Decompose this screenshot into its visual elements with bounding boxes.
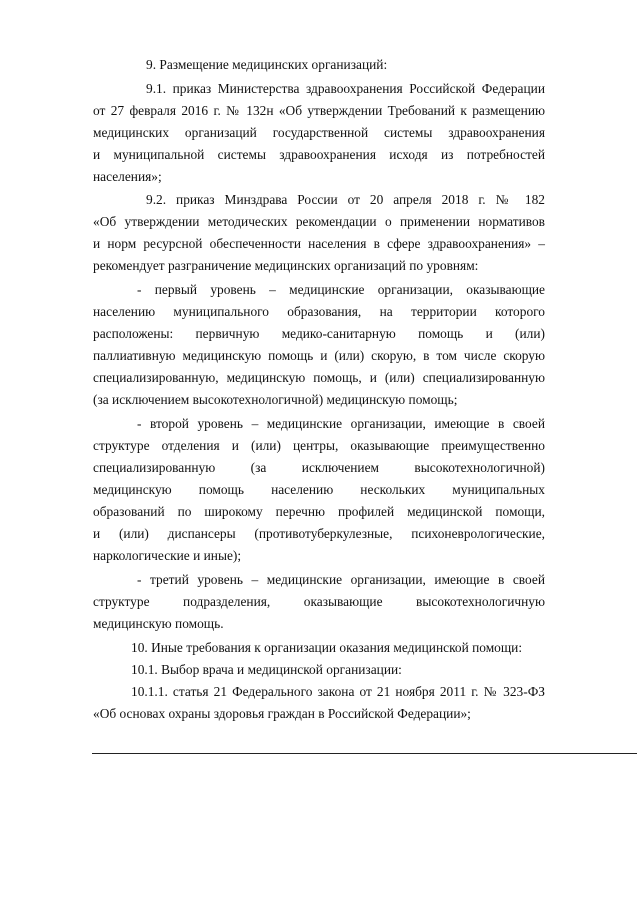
- text-line: 10. Иные требования к организации оказания медицинской помощи:: [131, 640, 523, 655]
- text-line: 9.2. приказ Минздрава России от 20 апреля 2018 г. № 182: [146, 192, 545, 207]
- text-line: населения»;: [93, 169, 162, 184]
- text-line: населению муниципального образования, на территории которого: [93, 304, 545, 319]
- text-line: образований по широкому перечню профилей медицинской помощи,: [93, 504, 545, 519]
- text-line: 10.1.1. статья 21 Федерального закона от 21 ноября 2011 г. № 323-ФЗ: [131, 684, 545, 699]
- text-line: паллиативную медицинскую помощь и (или) скорую, в том числе скорую: [93, 348, 545, 363]
- text-line: специализированную (за исключением высокотехнологичной): [93, 460, 545, 475]
- text-line: рекомендует разграничение медицинских организаций по уровням:: [93, 258, 479, 273]
- text-line: от 27 февраля 2016 г. № 132н «Об утверждении Требований к размещению: [93, 103, 545, 118]
- text-line: 10.1. Выбор врача и медицинской организации:: [131, 662, 402, 677]
- text-line: специализированную, медицинскую помощь, и (или) специализированную: [93, 370, 545, 385]
- text-line: - первый уровень – медицинские организации, оказывающие: [137, 282, 545, 297]
- text-line: расположены: первичную медико-санитарную помощь и (или): [93, 326, 545, 341]
- text-line: 9. Размещение медицинских организаций:: [146, 57, 388, 72]
- text-line: и (или) диспансеры (противотуберкулезные, психоневрологические,: [93, 526, 545, 541]
- text-line: медицинских организаций государственной системы здравоохранения: [93, 125, 545, 140]
- text-line: структуре подразделения, оказывающие высокотехнологичную: [93, 594, 545, 609]
- footer-rule: [92, 753, 637, 754]
- text-line: медицинскую помощь.: [93, 616, 224, 631]
- text-line: - второй уровень – медицинские организации, имеющие в своей: [137, 416, 545, 431]
- text-line: «Об утверждении методических рекомендации о применении нормативов: [93, 214, 545, 229]
- text-line: наркологические и иные);: [93, 548, 242, 563]
- text-line: «Об основах охраны здоровья граждан в Российской Федерации»;: [93, 706, 471, 721]
- text-line: и норм ресурсной обеспеченности населения в сфере здравоохранения» –: [93, 236, 545, 251]
- text-line: и муниципальной системы здравоохранения исходя из потребностей: [93, 147, 545, 162]
- text-line: структуре отделения и (или) центры, оказывающие преимущественно: [93, 438, 545, 453]
- text-line: 9.1. приказ Министерства здравоохранения Российской Федерации: [146, 81, 545, 96]
- text-line: - третий уровень – медицинские организации, имеющие в своей: [137, 572, 545, 587]
- text-line: (за исключением высокотехнологичной) медицинскую помощь;: [93, 392, 458, 407]
- text-line: медицинскую помощь населению нескольких муниципальных: [93, 482, 545, 497]
